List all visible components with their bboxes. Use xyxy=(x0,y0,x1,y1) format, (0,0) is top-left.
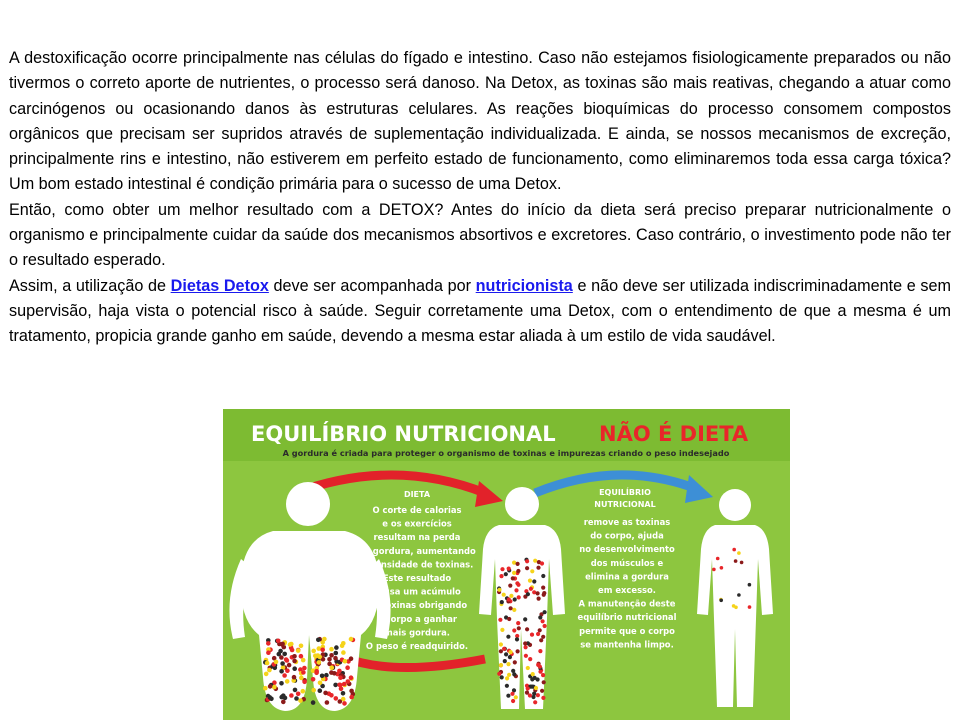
toxin-dot xyxy=(316,638,321,643)
blue-arrowhead xyxy=(685,475,713,503)
toxin-dot xyxy=(512,571,516,575)
toxin-dot xyxy=(720,566,724,570)
toxin-dot xyxy=(530,677,534,681)
equilibrio-lines-line: elimina a gordura xyxy=(585,571,669,582)
toxin-dot xyxy=(302,666,307,671)
toxin-dot xyxy=(346,679,351,684)
toxin-dot xyxy=(532,579,536,583)
toxin-dot xyxy=(500,628,504,632)
thin-body-figure xyxy=(697,489,773,707)
toxin-dot xyxy=(536,663,540,667)
toxin-dot xyxy=(538,628,542,632)
toxin-dot xyxy=(343,659,348,664)
equilibrio-lines-line: dos músculos e xyxy=(590,557,664,568)
toxin-dot xyxy=(512,628,516,632)
toxin-dot xyxy=(266,641,271,646)
toxin-dot xyxy=(330,665,335,670)
toxin-dot xyxy=(499,642,503,646)
toxin-dot xyxy=(317,646,322,651)
toxin-dot xyxy=(345,665,350,670)
toxin-dot xyxy=(542,593,546,597)
toxin-dot xyxy=(524,654,528,658)
toxin-dot xyxy=(292,659,297,664)
toxin-dot xyxy=(287,663,292,668)
toxin-dot xyxy=(334,651,339,656)
toxin-dot xyxy=(320,674,325,679)
toxin-dot xyxy=(311,688,316,693)
toxin-dot xyxy=(516,649,520,653)
toxin-dot xyxy=(277,652,282,657)
article-text xyxy=(9,46,951,350)
toxin-dot xyxy=(311,649,316,654)
toxin-dot xyxy=(338,699,343,704)
dieta-lines-line: de toxinas obrigando xyxy=(366,600,468,611)
toxin-dot xyxy=(506,662,510,666)
toxin-dot xyxy=(732,548,736,552)
toxin-dot xyxy=(542,680,546,684)
dieta-heading: DIETA xyxy=(403,490,431,499)
toxin-dot xyxy=(514,588,518,592)
toxin-dot xyxy=(516,583,520,587)
toxin-dot xyxy=(349,689,354,694)
toxin-dot xyxy=(323,691,328,696)
toxin-dot xyxy=(508,655,512,659)
toxin-dot xyxy=(298,698,303,703)
toxin-dot xyxy=(341,641,346,646)
toxin-dot xyxy=(511,576,515,580)
toxin-dot xyxy=(540,689,544,693)
dieta-lines-line: O corte de calorias xyxy=(372,505,462,515)
infographic-image xyxy=(223,409,790,720)
equilibrio-lines-line: se mantenha limpo. xyxy=(580,639,674,650)
toxin-dot xyxy=(737,593,741,597)
toxin-dot xyxy=(540,561,544,565)
toxin-dot xyxy=(516,569,520,573)
toxin-dot xyxy=(499,663,503,667)
toxin-dot xyxy=(523,617,527,621)
toxin-dot xyxy=(536,566,540,570)
toxin-dot xyxy=(716,557,720,561)
dieta-lines-line: o corpo a ganhar xyxy=(376,613,458,624)
toxin-dot xyxy=(502,593,506,597)
toxin-dot xyxy=(719,599,723,603)
toxin-dot xyxy=(525,566,529,570)
toxin-dot xyxy=(334,645,339,650)
toxin-dot xyxy=(322,637,327,642)
toxin-dot xyxy=(538,670,542,674)
toxin-dot xyxy=(536,591,540,595)
toxin-dot xyxy=(279,695,284,700)
toxin-dot xyxy=(507,597,511,601)
toxin-dot xyxy=(497,672,501,676)
dieta-lines-line: causa um acúmulo xyxy=(373,586,461,597)
toxin-dot xyxy=(541,619,545,623)
toxin-dot xyxy=(537,597,541,601)
fat-body-figure xyxy=(229,482,390,711)
toxin-dot xyxy=(299,676,304,681)
toxin-dot xyxy=(334,696,339,701)
toxin-dot xyxy=(534,686,538,690)
toxin-dot xyxy=(533,559,537,563)
paragraph-1: A destoxificação ocorre principalmente nas células do fígado e intestino. Caso não estejamos fisiologicamente preparados ou não tivermos o correto aporte de nutrientes, o processo será danoso. Na Detox, as toxinas são mais reativas, chegando a atuar como carcinógenos ou ocasionando danos às estruturas celulares. As reações bioquímicas do processo consomem compostos orgânicos que precisam ser supridos através de suplementação individualizada. E ainda, se nossos mecanismos de excreção, principalmente rins e intestino, não estiverem em perfeito estado de funcionamento, como eliminaremos toda essa carga tóxica? Um bom estado intestinal é condição primária para o sucesso de uma Detox. xyxy=(9,49,951,194)
toxin-dot xyxy=(509,650,513,654)
toxin-dot xyxy=(329,670,334,675)
toxin-dot xyxy=(513,660,517,664)
toxin-dot xyxy=(526,686,530,690)
toxin-dot xyxy=(268,684,273,689)
dieta-lines-line: O peso é readquirido. xyxy=(365,641,469,651)
toxin-dot xyxy=(529,587,533,591)
toxin-dot xyxy=(543,624,547,628)
toxin-dot xyxy=(341,650,346,655)
toxin-dot xyxy=(526,666,530,670)
toxin-dot xyxy=(732,604,736,608)
toxin-dot xyxy=(539,638,543,642)
red-arrow-bottom xyxy=(343,657,485,668)
nutricionista-link[interactable]: nutricionista xyxy=(475,276,573,295)
toxin-dot xyxy=(528,657,532,661)
dieta-lines-line: a densidade de toxinas. xyxy=(360,559,474,570)
toxin-dot xyxy=(317,655,322,660)
toxin-dot xyxy=(285,679,290,684)
toxin-dot xyxy=(301,689,306,694)
equilibrio-lines-line: em excesso. xyxy=(598,585,656,595)
toxin-dot xyxy=(511,669,515,673)
toxin-dot xyxy=(349,675,354,680)
toxin-dot xyxy=(279,669,284,674)
toxin-dot xyxy=(333,683,338,688)
toxin-dot xyxy=(296,692,301,697)
toxin-dot xyxy=(289,693,294,698)
toxin-dot xyxy=(748,605,752,609)
toxin-dot xyxy=(342,701,347,706)
toxin-dot xyxy=(329,647,334,652)
toxin-dot xyxy=(337,683,342,688)
toxin-dot xyxy=(341,691,346,696)
paragraph-3-text-a: Assim, a utilização de xyxy=(9,276,171,295)
toxin-dot xyxy=(327,657,332,662)
toxin-dot xyxy=(282,652,287,657)
toxin-dot xyxy=(516,562,520,566)
equilibrio-heading-line-2: NUTRICIONAL xyxy=(594,500,656,509)
dieta-lines-line: Este resultado xyxy=(382,573,452,583)
toxin-dot xyxy=(299,654,304,659)
toxin-dot xyxy=(281,700,286,705)
toxin-dot xyxy=(543,610,547,614)
toxin-dot xyxy=(508,584,512,588)
toxin-dot xyxy=(531,672,535,676)
toxin-dot xyxy=(541,696,545,700)
paragraph-2: Então, como obter um melhor resultado com a DETOX? Antes do início da dieta será preciso preparar nutricionalmente o organismo e principalmente cuidar da saúde dos mecanismos absortivos e excretores. Caso contrário, o investimento pode não ter o resultado esperado. xyxy=(9,200,951,270)
toxin-dot xyxy=(541,574,545,578)
infographic-subtitle: A gordura é criada para proteger o organismo de toxinas e impurezas criando o peso indesejado xyxy=(282,448,730,458)
paragraph-3-text-b: deve ser acompanhada por xyxy=(268,276,476,295)
toxin-dot xyxy=(712,568,716,572)
toxin-dot xyxy=(506,635,510,639)
toxin-dot xyxy=(530,633,534,637)
equilibrio-description xyxy=(578,517,677,649)
toxin-dot xyxy=(500,675,504,679)
toxin-dot xyxy=(272,685,277,690)
toxin-dot xyxy=(517,595,521,599)
dietas-detox-link[interactable]: Dietas Detox xyxy=(170,276,269,295)
toxin-dot xyxy=(509,606,513,610)
toxin-dot xyxy=(525,559,529,563)
toxin-dot xyxy=(338,675,343,680)
toxin-dot xyxy=(541,673,545,677)
toxin-dot xyxy=(280,642,285,647)
toxin-dot xyxy=(263,686,268,691)
dieta-lines-line: mais gordura. xyxy=(384,627,450,638)
toxin-dot xyxy=(517,626,521,630)
toxin-dot xyxy=(512,608,516,612)
toxin-dot xyxy=(311,700,316,705)
toxin-dot xyxy=(349,656,354,661)
toxin-dot xyxy=(734,559,738,563)
toxin-dot xyxy=(740,561,744,565)
toxin-dot xyxy=(533,700,537,704)
toxin-dot xyxy=(264,672,269,677)
toxin-dot xyxy=(293,688,298,693)
toxin-dot xyxy=(349,637,354,642)
toxin-dot xyxy=(292,675,297,680)
equilibrio-lines-line: equilíbrio nutricional xyxy=(577,612,677,623)
toxin-dot xyxy=(500,567,504,571)
toxin-dot xyxy=(505,684,509,688)
toxin-dot xyxy=(502,647,506,651)
toxin-dot xyxy=(288,642,293,647)
middle-body-figure xyxy=(479,487,565,709)
toxin-dot xyxy=(318,681,323,686)
toxin-dot xyxy=(524,645,528,649)
toxin-dot xyxy=(269,697,274,702)
toxin-dot xyxy=(515,637,519,641)
toxin-dot xyxy=(299,644,304,649)
toxin-dot xyxy=(497,588,501,592)
infographic-title-red: NÃO É DIETA xyxy=(599,422,749,446)
toxin-dot xyxy=(292,666,297,671)
toxin-dot xyxy=(301,670,306,675)
toxin-dot xyxy=(320,648,325,653)
toxin-dot xyxy=(284,657,289,662)
toxin-dot xyxy=(280,661,285,666)
toxin-dot xyxy=(536,693,540,697)
dieta-lines-line: resultam na perda xyxy=(373,532,461,543)
toxin-dot xyxy=(499,574,503,578)
infographic-title-white: EQUILÍBRIO NUTRICIONAL xyxy=(251,422,556,446)
toxin-dot xyxy=(329,653,334,658)
dieta-lines-line: da gordura, aumentando xyxy=(358,545,476,556)
toxin-dot xyxy=(541,586,545,590)
toxin-dot xyxy=(294,696,299,701)
toxin-dot xyxy=(748,583,752,587)
toxin-dot xyxy=(318,688,323,693)
toxin-dot xyxy=(507,567,511,571)
toxin-dot xyxy=(530,569,534,573)
toxin-dot xyxy=(507,617,511,621)
toxin-dot xyxy=(296,648,301,653)
toxin-dot xyxy=(514,695,518,699)
toxin-dot xyxy=(282,673,287,678)
toxin-dot xyxy=(538,649,542,653)
toxin-dot xyxy=(531,695,535,699)
toxin-dot xyxy=(339,687,344,692)
equilibrio-heading-line-1: EQUILÍBRIO xyxy=(599,488,651,497)
toxin-dot xyxy=(333,656,338,661)
toxin-dot xyxy=(266,650,271,655)
toxin-dot xyxy=(325,700,330,705)
toxin-dot xyxy=(301,658,306,663)
toxin-dot xyxy=(504,572,508,576)
toxin-dot xyxy=(510,692,514,696)
toxin-dot xyxy=(500,600,504,604)
toxin-dot xyxy=(509,594,513,598)
toxin-dot xyxy=(504,652,508,656)
toxin-dot xyxy=(538,615,542,619)
equilibrio-lines-line: permite que o corpo xyxy=(579,625,675,636)
toxin-dot xyxy=(737,551,741,555)
infographic-drawing xyxy=(223,409,790,720)
toxin-dot xyxy=(516,621,520,625)
paragraph-3-text-c: e não deve ser utilizada indiscriminadamente e sem supervisão, haja vista o potencial risco à saúde. Seguir corretamente uma Detox, com o entendimento de que a mesma é um tratamento, propicia grande ganho em saúde, devendo a mesma estar aliada à um estilo de vida saudável. xyxy=(9,276,952,346)
toxin-dot xyxy=(507,673,511,677)
toxin-dot xyxy=(314,669,319,674)
equilibrio-lines-line: A manutenção deste xyxy=(578,598,676,609)
red-arrowhead-top xyxy=(475,481,503,507)
toxin-dot xyxy=(526,592,530,596)
toxin-dot xyxy=(311,677,316,682)
toxin-dot xyxy=(265,661,270,666)
toxin-dot xyxy=(267,668,272,673)
toxin-dot xyxy=(528,693,532,697)
toxin-dot xyxy=(536,632,540,636)
equilibrio-lines-line: no desenvolvimento xyxy=(579,544,675,555)
toxin-dot xyxy=(506,694,510,698)
toxin-dot xyxy=(523,641,527,645)
toxin-dot xyxy=(505,676,509,680)
toxin-dot xyxy=(302,680,307,685)
toxin-dot xyxy=(525,627,529,631)
equilibrio-lines-line: do corpo, ajuda xyxy=(590,530,664,541)
toxin-dot xyxy=(290,648,295,653)
toxin-dot xyxy=(292,654,297,659)
toxin-dot xyxy=(279,681,284,686)
toxin-dot xyxy=(503,659,507,663)
paragraph-3 xyxy=(9,274,951,350)
equilibrio-lines-line: remove as toxinas xyxy=(583,517,671,527)
toxin-dot xyxy=(337,669,342,674)
toxin-dot xyxy=(349,695,354,700)
toxin-dot xyxy=(498,618,502,622)
toxin-dot xyxy=(513,597,517,601)
toxin-dot xyxy=(274,660,279,665)
toxin-dot xyxy=(317,660,322,665)
toxin-dot xyxy=(276,639,281,644)
dieta-lines-line: e os exercícios xyxy=(382,518,452,529)
toxin-dot xyxy=(511,699,515,703)
toxin-dot xyxy=(528,579,532,583)
